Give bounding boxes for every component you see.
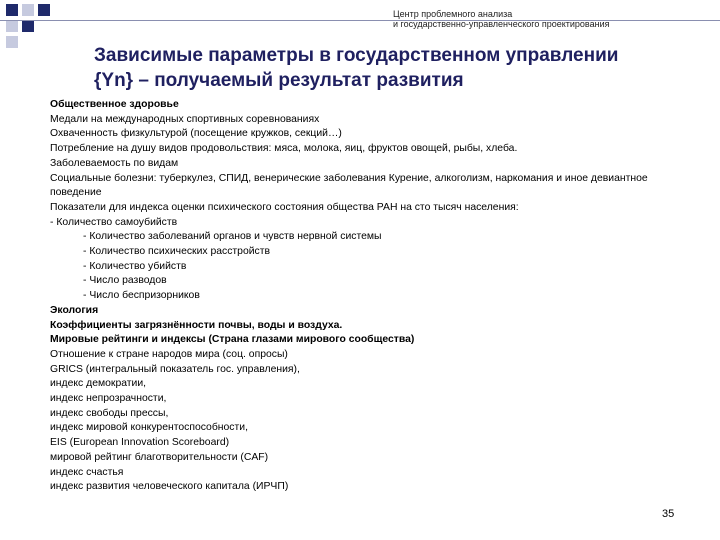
deco-square bbox=[6, 4, 18, 16]
content-line: Заболеваемость по видам bbox=[50, 157, 179, 169]
content-line: индекс свободы прессы, bbox=[50, 407, 169, 419]
content-line: GRICS (интегральный показатель гос. управления), bbox=[50, 363, 300, 375]
content-line: мировой рейтинг благотворительности (CAF) bbox=[50, 451, 269, 463]
deco-square bbox=[22, 4, 34, 16]
header bbox=[393, 9, 713, 29]
content-line: Общественное здоровье bbox=[50, 99, 179, 110]
content-line: - Количество убийств bbox=[83, 260, 187, 272]
content-line: Медали на международных спортивных соревнованиях bbox=[50, 113, 320, 125]
content-line: индекс демократии, bbox=[50, 378, 147, 390]
header-line: Центр проблемного анализа bbox=[393, 9, 513, 19]
content-line: - Число разводов bbox=[83, 275, 167, 287]
page-title bbox=[94, 43, 704, 93]
title-line: {Yn} – получаемый результат развития bbox=[94, 70, 464, 91]
content-line: индекс развития человеческого капитала (ИРЧП) bbox=[50, 481, 289, 493]
content-line: индекс счастья bbox=[50, 466, 124, 478]
content-line: индекс непрозрачности, bbox=[50, 393, 167, 405]
content-line: Отношение к стране народов мира (соц. опросы) bbox=[50, 348, 288, 360]
deco-square bbox=[22, 20, 34, 32]
content-line: - Количество психических расстройств bbox=[83, 246, 271, 258]
content-line: Экология bbox=[50, 304, 99, 316]
content-line: - Количество самоубийств bbox=[50, 216, 178, 228]
content-line: Коэффициенты загрязнённости почвы, воды и воздуха. bbox=[50, 319, 343, 331]
deco-square bbox=[38, 4, 50, 16]
content-line: Охваченность физкультурой (посещение кружков, секций…) bbox=[50, 128, 342, 140]
deco-square bbox=[6, 36, 18, 48]
deco-square bbox=[6, 20, 18, 32]
title-line: Зависимые параметры в государственном управлении bbox=[94, 45, 619, 66]
content-line: индекс мировой конкурентоспособности, bbox=[50, 422, 248, 434]
content-line: - Количество заболеваний органов и чувств нервной системы bbox=[83, 231, 382, 243]
page-number: 35 bbox=[662, 508, 675, 520]
content-line: Показатели для индекса оценки психического состояния общества РАН на сто тысяч населения: bbox=[50, 201, 519, 213]
header-line: и государственно-управленческого проектирования bbox=[393, 19, 610, 29]
content-line: Потребление на душу видов продовольствия: мяса, молока, яиц, фруктов овощей, рыбы, хлеба. bbox=[50, 143, 518, 155]
content-line: Социальные болезни: туберкулез, СПИД, венерические заболевания Курение, алкоголизм, наркомания и иное девиантное поведение bbox=[50, 172, 648, 199]
content-list bbox=[50, 98, 690, 495]
content-line: Мировые рейтинги и индексы (Страна глазами мирового сообщества) bbox=[50, 334, 415, 346]
content-line: EIS (European Innovation Scoreboard) bbox=[50, 437, 230, 449]
content-line: - Число беспризорников bbox=[83, 290, 200, 302]
